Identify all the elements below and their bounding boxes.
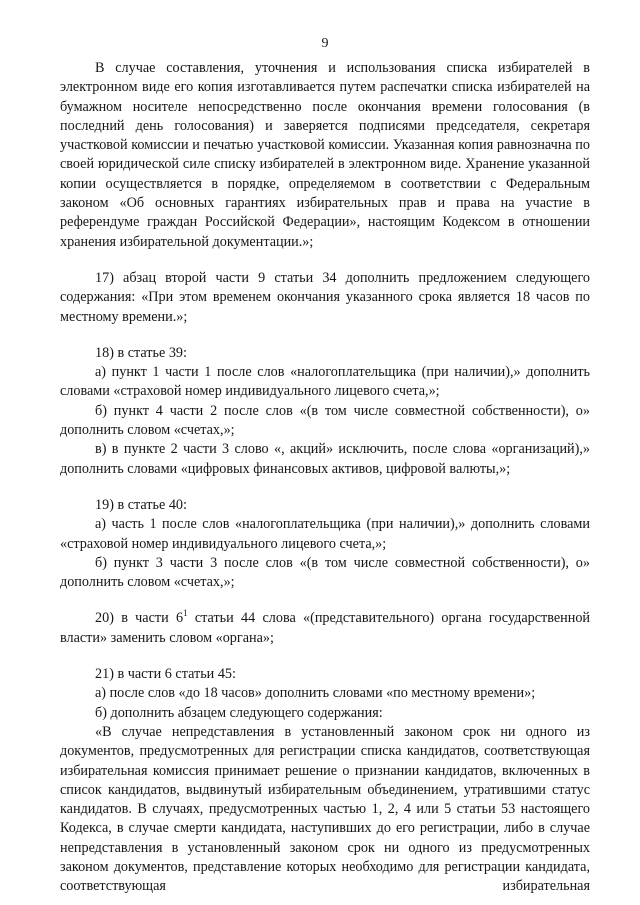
paragraph-item-21-b: б) дополнить абзацем следующего содержания: <box>95 704 383 721</box>
superscript-index: 1 <box>183 607 188 618</box>
paragraph-item-18-a: а) пункт 1 части 1 после слов «налогоплательщика (при наличии),» дополнить словами «страховой номер индивидуального лицевого счета,»; <box>60 364 590 400</box>
paragraph-item-19-a: а) часть 1 после слов «налогоплательщика (при наличии),» дополнить словами «страховой номер индивидуального лицевого счета,»; <box>60 516 590 552</box>
paragraph-item-20 <box>60 609 590 648</box>
document-body <box>60 59 590 897</box>
paragraph-item-19-b: б) пункт 3 части 3 после слов «(в том числе совместной собственности), о» дополнить словом «счетах,»; <box>60 554 590 591</box>
page-number: 9 <box>321 36 329 51</box>
paragraph-new-abzac: «В случае непредставления в установленный законом срок ни одного из документов, предусмотренных для регистрации списка кандидатов, соответствующая избирательная комиссия принимает решение о признании кандидатов, включенных в список кандидатов, выдвинутый избирательным объединением, утратившими статус кандидатов. В случаях, предусмотренных частью 1, 2, 4 или 5 статьи 53 настоящего Кодекса, в случае смерти кандидата, наступивших до его регистрации, либо в случае непредставления в установленный законом срок ни одного из предусмотренных законом документов, представление которых необходимо для регистрации кандидата, соответствующая избирательная <box>60 723 590 895</box>
paragraph-item-18-b: б) пункт 4 части 2 после слов «(в том числе совместной собственности), о» дополнить словом «счетах,»; <box>60 402 590 439</box>
paragraph-item-21-a: а) после слов «до 18 часов» дополнить словами «по местному времени»; <box>95 685 536 702</box>
paragraph-item-18-c: в) в пункте 2 части 3 слово «, акций» исключить, после слова «организаций),» дополнить словами «цифровых финансовых активов, цифровой валюты,»; <box>60 441 590 477</box>
document-page <box>60 0 590 905</box>
paragraph-item-20-text-before: 20) в части 6 <box>95 610 184 627</box>
paragraph-item-21-heading: 21) в части 6 статьи 45: <box>95 666 236 683</box>
paragraph-voter-list-copy: В случае составления, уточнения и использования списка избирателей в электронном виде его копия изготавливается путем распечатки списка избирателей на бумажном носителе непосредственно после окончания времени голосования (в последний день голосования) и заверяется подписями председателя, секретаря участковой комиссии и печатью участковой комиссии. Указанная копия равнозначна по своей юридической силе списку избирателей в электронном виде. Хранение указанной копии осуществляется в порядке, определяемом в соответствии с Федеральным законом «Об основных гарантиях избирательных прав и права на участие в референдуме граждан Российской Федерации», настоящим Кодексом в отношении хранения избирательной документации.»; <box>60 60 590 250</box>
paragraph-item-17: 17) абзац второй части 9 статьи 34 дополнить предложением следующего содержания: «При этом временем окончания указанного срока является 18 часов по местному времени.»; <box>60 269 590 325</box>
paragraph-item-19-heading: 19) в статье 40: <box>95 496 187 513</box>
paragraph-item-20-text-after: статьи 44 слова «(представительного) органа государственной власти» заменить словом «органа»; <box>60 610 591 646</box>
paragraph-item-18-heading: 18) в статье 39: <box>95 344 187 361</box>
